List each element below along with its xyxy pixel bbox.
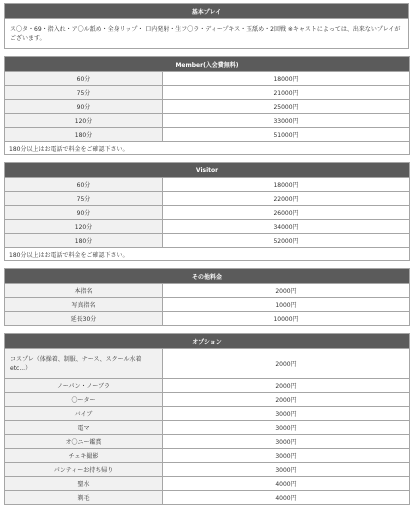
- basic-play-table: [4, 3, 409, 49]
- course-price: 33000円: [163, 114, 410, 128]
- course-price: 52000円: [163, 234, 410, 248]
- option-price: 2000円: [163, 393, 410, 407]
- option-price: 2000円: [163, 349, 410, 379]
- course-label: 75分: [5, 192, 163, 206]
- visitor-note: 180分以上はお電話で料金をご確認下さい。: [5, 248, 410, 261]
- course-label: 60分: [5, 178, 163, 192]
- table-row: [5, 393, 410, 407]
- table-row: [5, 192, 410, 206]
- course-price: 26000円: [163, 206, 410, 220]
- fee-label: 写真指名: [5, 298, 163, 312]
- table-row: [5, 349, 410, 379]
- member-price-table: [4, 56, 410, 155]
- option-label: 電マ: [5, 421, 163, 435]
- course-price: 21000円: [163, 86, 410, 100]
- option-price: 2000円: [163, 379, 410, 393]
- table-row: [5, 312, 410, 326]
- table-row: [5, 128, 410, 142]
- basic-play-header: 基本プレイ: [5, 4, 409, 19]
- fee-price: 10000円: [163, 312, 410, 326]
- table-row: [5, 72, 410, 86]
- price-list: [4, 0, 409, 505]
- table-row: [5, 435, 410, 449]
- course-price: 18000円: [163, 178, 410, 192]
- option-price: 3000円: [163, 449, 410, 463]
- table-row: [5, 114, 410, 128]
- table-row: [5, 477, 410, 491]
- table-row: [5, 407, 410, 421]
- course-price: 34000円: [163, 220, 410, 234]
- table-row: [5, 491, 410, 505]
- option-price: 3000円: [163, 435, 410, 449]
- option-label: パンティーお持ち帰り: [5, 463, 163, 477]
- option-label: オ〇ニー鑑賞: [5, 435, 163, 449]
- course-label: 180分: [5, 128, 163, 142]
- course-label: 90分: [5, 100, 163, 114]
- table-row: [5, 284, 410, 298]
- fee-label: 本指名: [5, 284, 163, 298]
- basic-play-description: ス〇タ・69・指入れ・ア〇ル舐め・全身リップ・ 口内発射・生フ〇ラ・ディープキス・玉舐め・2回戦 ※キャストによっては、出来ないプレイがございます。: [5, 19, 409, 49]
- course-price: 18000円: [163, 72, 410, 86]
- visitor-price-table: [4, 162, 410, 261]
- option-label: バイブ: [5, 407, 163, 421]
- option-label: ノーパン・ノーブラ: [5, 379, 163, 393]
- option-label: 聖水: [5, 477, 163, 491]
- course-price: 22000円: [163, 192, 410, 206]
- member-note: 180分以上はお電話で料金をご確認下さい。: [5, 142, 410, 155]
- table-row: [5, 421, 410, 435]
- table-row: [5, 234, 410, 248]
- other-fees-table: [4, 268, 410, 326]
- course-label: 120分: [5, 220, 163, 234]
- table-row: [5, 463, 410, 477]
- table-row: [5, 220, 410, 234]
- table-row: [5, 86, 410, 100]
- visitor-header: Visitor: [5, 163, 410, 178]
- option-label: コスプレ（体操着、制服、ナース、スクール水着etc...）: [5, 349, 163, 379]
- option-label: 剃毛: [5, 491, 163, 505]
- course-label: 60分: [5, 72, 163, 86]
- course-label: 120分: [5, 114, 163, 128]
- fee-price: 1000円: [163, 298, 410, 312]
- other-fees-header: その他料金: [5, 269, 410, 284]
- option-label: チェキ撮影: [5, 449, 163, 463]
- table-row: [5, 178, 410, 192]
- option-price: 4000円: [163, 477, 410, 491]
- course-label: 180分: [5, 234, 163, 248]
- options-table: [4, 333, 410, 505]
- member-header: Member(入会費無料): [5, 57, 410, 72]
- table-row: [5, 206, 410, 220]
- table-row: [5, 449, 410, 463]
- option-price: 3000円: [163, 463, 410, 477]
- table-row: [5, 298, 410, 312]
- table-row: [5, 379, 410, 393]
- course-label: 90分: [5, 206, 163, 220]
- table-row: [5, 100, 410, 114]
- course-price: 25000円: [163, 100, 410, 114]
- course-label: 75分: [5, 86, 163, 100]
- option-label: 〇ーター: [5, 393, 163, 407]
- option-price: 3000円: [163, 421, 410, 435]
- options-header: オプション: [5, 334, 410, 349]
- option-price: 3000円: [163, 407, 410, 421]
- fee-label: 延長30分: [5, 312, 163, 326]
- option-price: 4000円: [163, 491, 410, 505]
- course-price: 51000円: [163, 128, 410, 142]
- fee-price: 2000円: [163, 284, 410, 298]
